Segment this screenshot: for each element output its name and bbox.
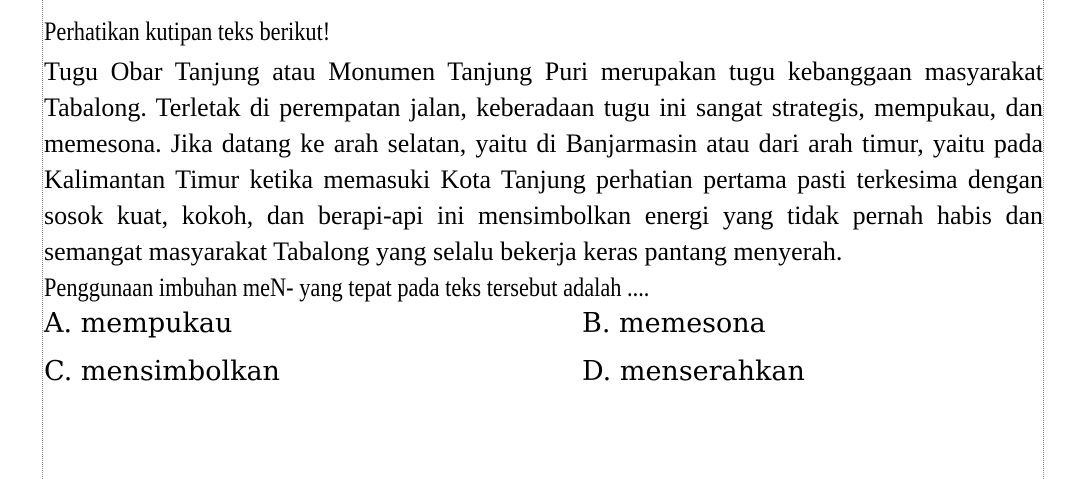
option-d[interactable]: D. menserahkan <box>582 356 805 387</box>
instruction-text: Perhatikan kutipan teks berikut! <box>44 17 331 46</box>
question-text: Penggunaan imbuhan meN- yang tepat pada teks tersebut adalah .... <box>44 273 650 302</box>
passage-text: Tugu Obar Tanjung atau Monumen Tanjung Puri merupakan tugu kebanggaan masyarakat Tabalong. Terletak di perempatan jalan, keberadaan tugu ini sangat strategis, mempukau, dan memesona. Jika datang ke arah selatan, yaitu di Banjarmasin atau dari arah timur, yaitu pada Kalimantan Timur ketika memasuki Kota Tanjung perhatian pertama pasti terkesima dengan sosok kuat, kokoh, dan berapi-api ini mensimbolkan energi yang tidak pernah habis dan semangat masyarakat Tabalong yang selalu bekerja keras pantang menyerah. <box>44 57 1043 266</box>
option-a[interactable]: A. mempukau <box>44 308 233 339</box>
right-margin-guide <box>1043 0 1044 479</box>
option-c[interactable]: C. mensimbolkan <box>44 356 280 387</box>
answer-options <box>44 306 1043 402</box>
question-document <box>44 14 1043 402</box>
left-margin-guide <box>42 0 43 479</box>
option-b[interactable]: B. memesona <box>582 308 766 339</box>
